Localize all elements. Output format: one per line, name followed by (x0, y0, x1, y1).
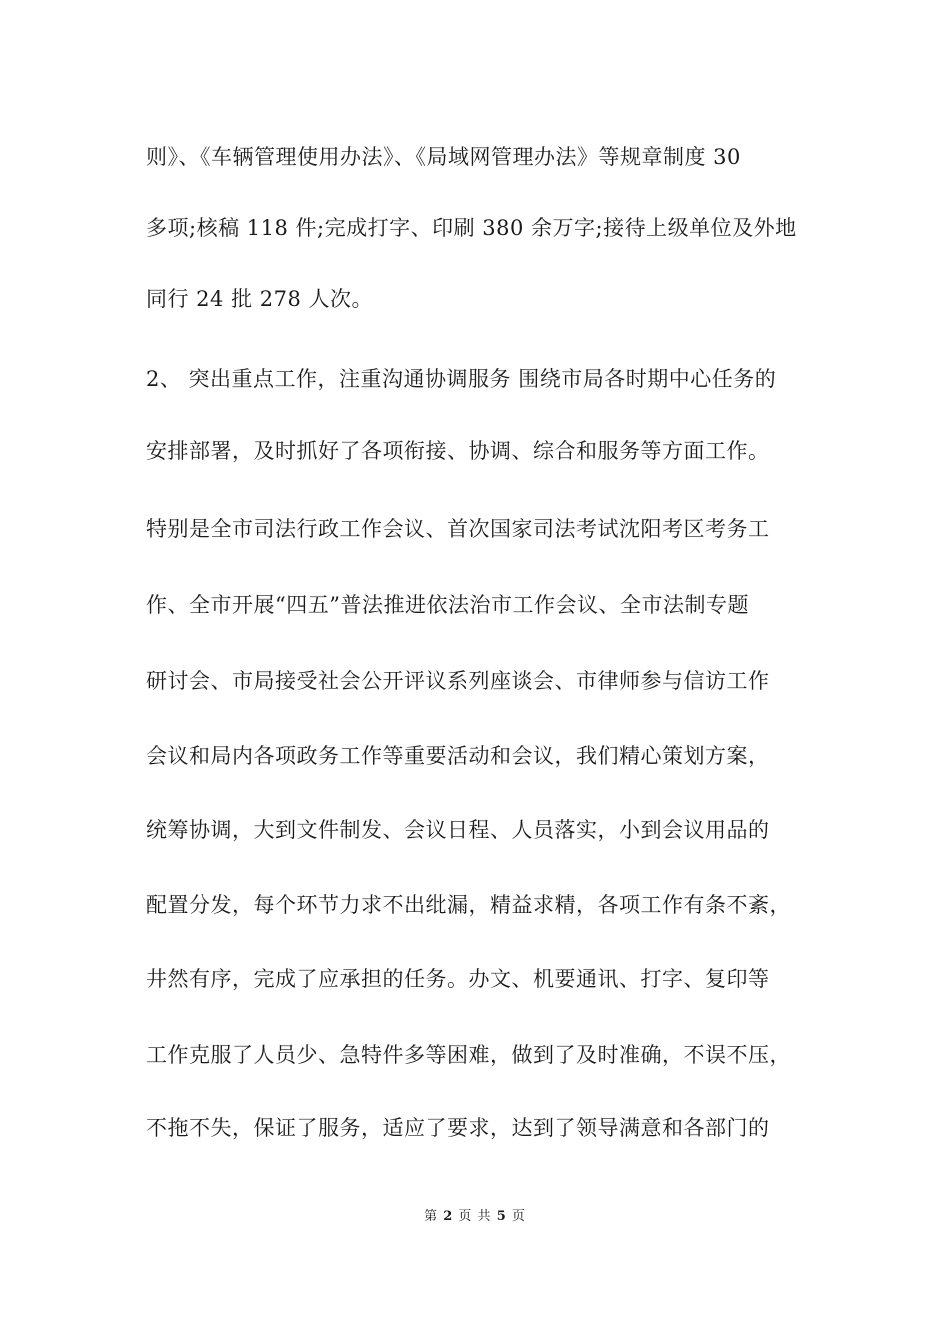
text-line-12: 井然有序，完成了应承担的任务。办文、机要通讯、打字、复印等 (146, 967, 770, 991)
footer-prefix: 第 (424, 1209, 439, 1224)
footer-suffix: 页 (511, 1209, 526, 1224)
text-line-9: 会议和局内各项政务工作等重要活动和会议，我们精心策划方案， (146, 744, 770, 768)
text-line-14: 不拖不失，保证了服务，适应了要求，达到了领导满意和各部门的 (146, 1116, 770, 1140)
text-line-2: 多项;核稿 118 件;完成打字、印刷 380 余万字;接待上级单位及外地 (146, 216, 797, 240)
text-line-11: 配置分发，每个环节力求不出纰漏，精益求精，各项工作有条不紊， (146, 893, 791, 917)
text-line-5: 安排部署，及时抓好了各项衔接、协调、综合和服务等方面工作。 (146, 439, 770, 463)
text-line-3: 同行 24 批 278 人次。 (146, 287, 374, 311)
text-line-6: 特别是全市司法行政工作会议、首次国家司法考试沈阳考区考务工 (146, 517, 770, 541)
text-line-8: 研讨会、市局接受社会公开评议系列座谈会、市律师参与信访工作 (146, 669, 770, 693)
text-line-4: 2、 突出重点工作，注重沟通协调服务 围绕市局各时期中心任务的 (146, 367, 777, 391)
text-line-7: 作、全市开展“四五”普法推进依法治市工作会议、全市法制专题 (146, 593, 749, 617)
text-line-1: 则》、《车辆管理使用办法》、《局域网管理办法》等规章制度 30 (146, 145, 741, 169)
text-line-13: 工作克服了人员少、急特件多等困难，做到了及时准确，不误不压， (146, 1043, 791, 1067)
footer-total-pages: 5 (496, 1209, 507, 1224)
footer-page-number: 2 (443, 1209, 454, 1224)
text-line-10: 统筹协调，大到文件制发、会议日程、人员落实，小到会议用品的 (146, 818, 770, 842)
footer-middle: 页 共 (458, 1209, 492, 1224)
page-footer (0, 1208, 950, 1226)
